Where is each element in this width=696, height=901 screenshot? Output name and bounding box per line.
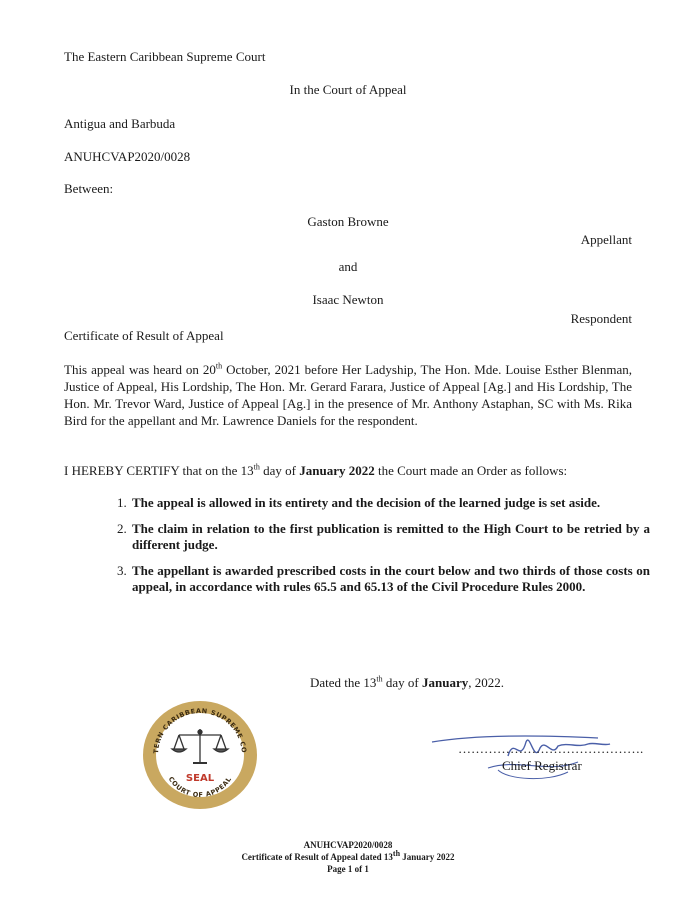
order-item: 2. The claim in relation to the first publication is remitted to the High Court to be retried by a different judge.: [130, 521, 650, 554]
certify-line: I HEREBY CERTIFY that on the 13th day of January 2022 the Court made an Order as follows:: [64, 462, 568, 478]
signature-dots: …………………………………….: [458, 741, 644, 756]
seal-label: SEAL: [185, 773, 215, 784]
seal-top-text: TERN CARIBBEAN SUPREME CO: [151, 706, 249, 754]
appellant-name: Gaston Browne: [307, 214, 389, 229]
respondent-name: Isaac Newton: [312, 292, 384, 307]
and-label: and: [338, 259, 358, 274]
signature-title: Chief Registrar: [502, 758, 582, 773]
between-label: Between:: [64, 181, 114, 196]
orders-list: [112, 495, 650, 605]
hearing-paragraph: This appeal was heard on 20th October, 2021 before Her Ladyship, The Hon. Mde. Louise Esther Blenman, Justice of Appeal, His Lordship, The Hon. Mr. Gerard Farara, Justice of Appeal [Ag.] and His Lordship, The Hon. Mr. Trevor Ward, Justice of Appeal [Ag.] in the presence of Mr. Anthony Astaphan, SC with Ms. Rika Bird for the appellant and Mr. Lawrence Daniels for the respondent.: [64, 361, 632, 428]
court-name: The Eastern Caribbean Supreme Court: [64, 49, 266, 64]
jurisdiction: Antigua and Barbuda: [64, 116, 176, 131]
court-division: In the Court of Appeal: [289, 82, 407, 97]
case-number: ANUHCVAP2020/0028: [64, 149, 191, 164]
appellant-role: Appellant: [580, 232, 632, 247]
order-item: 3. The appellant is awarded prescribed costs in the court below and two thirds of those costs on appeal, in accordance with rules 65.5 and 65.13 of the Civil Procedure Rules 2000.: [130, 563, 650, 596]
dated-line: Dated the 13th day of January, 2022.: [310, 674, 504, 690]
respondent-role: Respondent: [570, 311, 632, 326]
footer-page-number: Page 1 of 1: [327, 864, 369, 874]
footer-certificate-line: Certificate of Result of Appeal dated 13th January 2022: [241, 849, 455, 862]
seal-bottom-text: COURT OF APPEAL: [166, 775, 234, 800]
court-seal: [141, 699, 259, 811]
document-title: Certificate of Result of Appeal: [64, 328, 224, 343]
footer-case-number: ANUHCVAP2020/0028: [303, 840, 393, 850]
seal-emblem: [141, 699, 259, 811]
order-item: 1. The appeal is allowed in its entirety and the decision of the learned judge is set aside.: [130, 495, 650, 512]
